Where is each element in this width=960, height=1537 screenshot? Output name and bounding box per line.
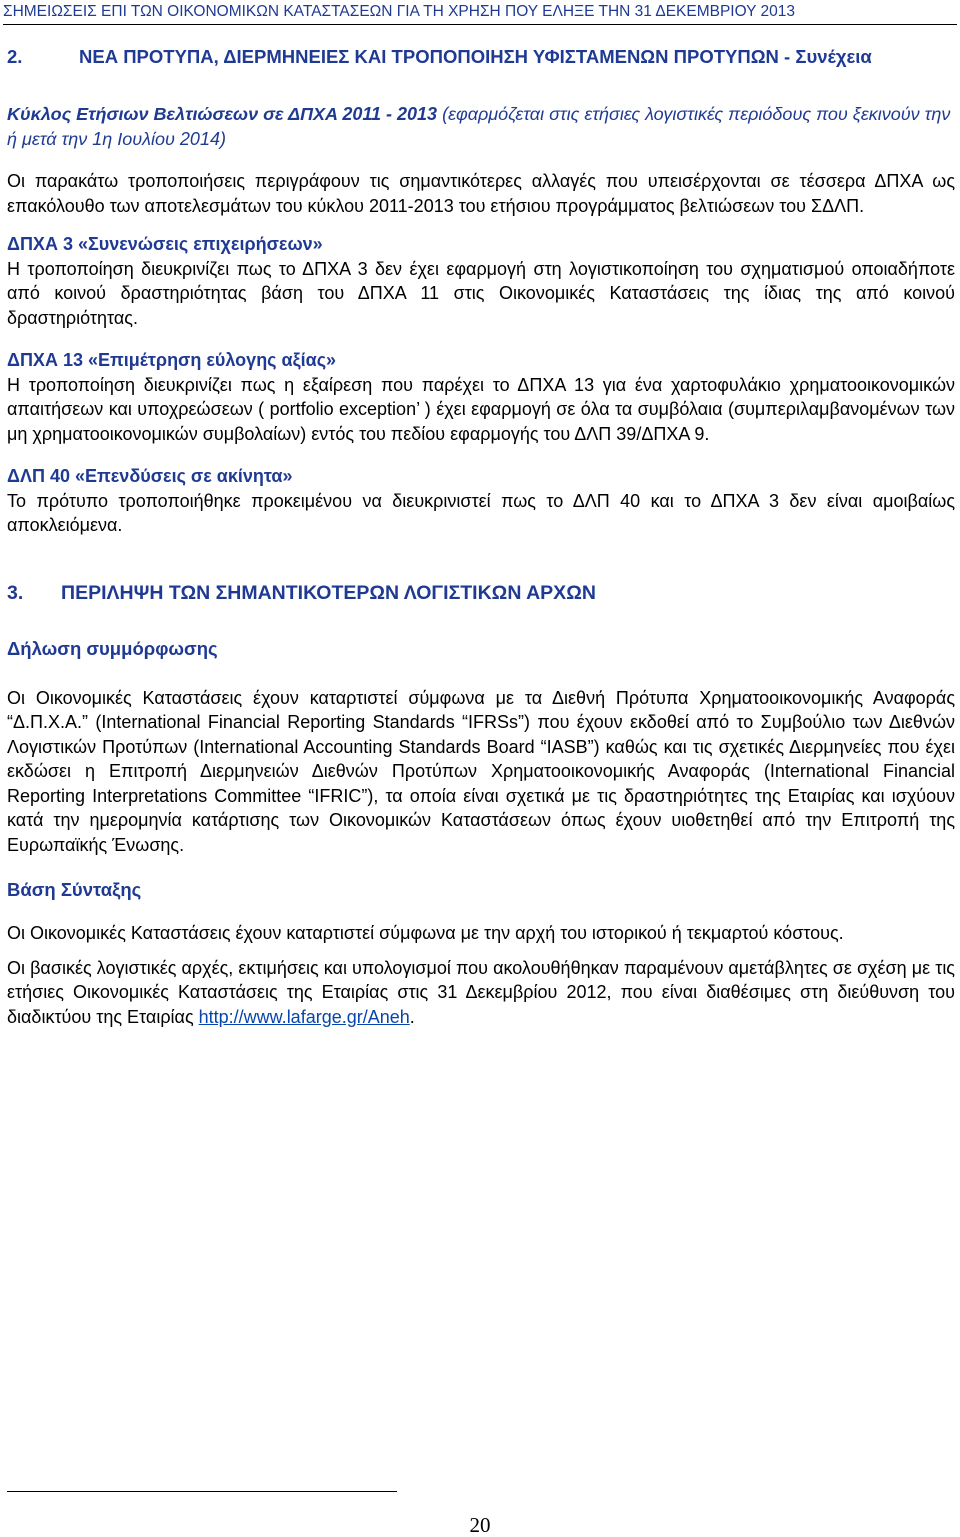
footer-divider bbox=[7, 1491, 397, 1492]
ias40-text: Το πρότυπο τροποποιήθηκε προκειμένου να διευκρινιστεί πως το ΔΛΠ 40 και το ΔΠΧΑ 3 δεν είναι αμοιβαίως αποκλειόμενα. bbox=[7, 490, 955, 535]
compliance-text: Οι Οικονομικές Καταστάσεις έχουν καταρτιστεί σύμφωνα με τα Διεθνή Πρότυπα Χρηματοοικονομικής Αναφοράς “Δ.Π.Χ.Α.” (International Financial Reporting Standards “IFRSs”) που έχουν εκδοθεί από το Συμβούλιο των Διεθνών Λογιστικών Προτύπων (International Accounting Standards Board “IASB”) καθώς και τις σχετικές Διερμηνείες που έχει εκδώσει η Επιτροπή Διερμηνειών Διεθνών Προτύπων Χρηματοοικονομικής Αναφοράς (International Financial Reporting Interpretations Committee “IFRIC”), τα οποία είναι σχετικά με τις δραστηριότητες της Εταιρίας και ισχύουν κατά την ημερομηνία κατάρτισης των Οικονομικών Καταστάσεων όπως έχουν υιοθετηθεί από την Επιτροπή της Ευρωπαϊκής Ένωσης. bbox=[7, 687, 955, 855]
section-3-heading bbox=[7, 580, 955, 606]
ifrs3-heading: ΔΠΧΑ 3 «Συνενώσεις επιχειρήσεων» bbox=[7, 234, 323, 254]
header-divider bbox=[3, 24, 957, 25]
improvements-intro: Οι παρακάτω τροποποιήσεις περιγράφουν τις σημαντικότερες αλλαγές που υπεισέρχονται σε τέσσερα ΔΠΧΑ ως επακόλουθο των αποτελεσμάτων του κύκλου 2011-2013 του ετήσιου προγράμματος βελτιώσεων του ΣΔΛΠ. bbox=[7, 171, 955, 216]
company-website-link[interactable]: http://www.lafarge.gr/Aneh bbox=[198, 1006, 410, 1027]
basis-text-2 bbox=[7, 956, 955, 1030]
ifrs3-text: Η τροποποίηση διευκρινίζει πως το ΔΠΧΑ 3 δεν έχει εφαρμογή στη λογιστικοποίηση του σχηματισμού οποιαδήποτε από κοινού δραστηριότητας βάση του ΔΠΧΑ 11 στις Οικονομικές Καταστάσεις της ίδιας της από κοινού δραστηριότητας. bbox=[7, 258, 955, 328]
basis-text-1: Οι Οικονομικές Καταστάσεις έχουν καταρτιστεί σύμφωνα με την αρχή του ιστορικού ή τεκμαρτού κόστους. bbox=[7, 923, 844, 943]
section-2-number: 2. bbox=[7, 46, 23, 67]
running-header: ΣΗΜΕΙΩΣΕΙΣ ΕΠΙ ΤΩΝ ΟΙΚΟΝΟΜΙΚΩΝ ΚΑΤΑΣΤΑΣΕΩΝ ΓΙΑ ΤΗ ΧΡΗΣΗ ΠΟΥ ΕΛΗΞΕ ΤΗΝ 31 ΔΕΚΕΜΒΡΙΟΥ 2013 bbox=[3, 3, 796, 20]
improvements-cycle-title: Κύκλος Ετήσιων Βελτιώσεων σε ΔΠΧΑ 2011 - 2013 bbox=[7, 104, 438, 124]
section-3-title: ΠΕΡΙΛΗΨΗ ΤΩΝ ΣΗΜΑΝΤΙΚΟΤΕΡΩΝ ΛΟΓΙΣΤΙΚΩΝ ΑΡΧΩΝ bbox=[61, 581, 596, 604]
ifrs13-text: Η τροποποίηση διευκρινίζει πως η εξαίρεση που παρέχει το ΔΠΧΑ 13 για ένα χαρτοφυλάκιο χρηματοοικονομικών απαιτήσεων και υποχρεώσεων ( portfolio exception’ ) έχει εφαρμογή σε όλα τα συμβόλαια (συμπεριλαμβανομένων των μη χρηματοοικονομικών συμβολαίων) εντός του πεδίου εφαρμογής του ΔΛΠ 39/ΔΠΧΑ 9. bbox=[7, 374, 955, 444]
section-3-number: 3. bbox=[7, 581, 24, 604]
compliance-heading: Δήλωση συμμόρφωσης bbox=[7, 637, 218, 659]
improvements-cycle-heading bbox=[7, 102, 955, 151]
basis-heading: Βάση Σύνταξης bbox=[7, 879, 142, 900]
page-content bbox=[7, 44, 955, 1029]
ias40-heading: ΔΛΠ 40 «Επενδύσεις σε ακίνητα» bbox=[7, 466, 293, 486]
section-2-heading bbox=[7, 44, 955, 70]
improvements-cycle-scope: (εφαρμόζεται στις ετήσιες λογιστικές περιόδους που ξεκινούν την ή μετά την 1η Ιουλίου 2014) bbox=[7, 104, 951, 149]
basis-text-2-end: . bbox=[409, 1006, 415, 1027]
section-2-title: ΝΕΑ ΠΡΟΤΥΠΑ, ΔΙΕΡΜΗΝΕΙΕΣ ΚΑΙ ΤΡΟΠΟΠΟΙΗΣΗ ΥΦΙΣΤΑΜΕΝΩΝ ΠΡΟΤΥΠΩΝ - Συνέχεια bbox=[79, 46, 872, 67]
ifrs13-heading: ΔΠΧΑ 13 «Επιμέτρηση εύλογης αξίας» bbox=[7, 350, 337, 370]
basis-text-2-body: Οι βασικές λογιστικές αρχές, εκτιμήσεις και υπολογισμοί που ακολουθήθηκαν παραμένουν αμετάβλητες σε σχέση με τις ετήσιες Οικονομικές Καταστάσεις της Εταιρίας στις 31 Δεκεμβρίου 2012, που είναι διαθέσιμες στη διεύθυνση του διαδικτύου της Εταιρίας bbox=[7, 957, 955, 1027]
page-number: 20 bbox=[469, 1513, 491, 1537]
